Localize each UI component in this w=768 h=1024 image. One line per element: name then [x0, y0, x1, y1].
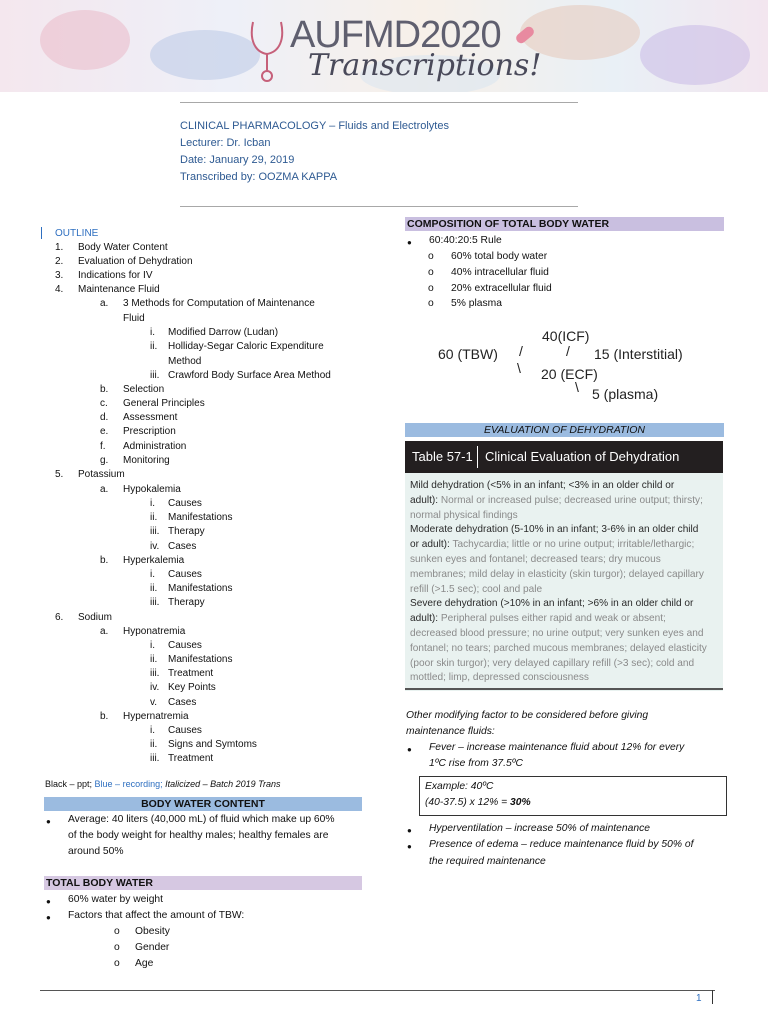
outline-item: Body Water Content — [78, 242, 168, 253]
outline-item: Causes — [168, 569, 202, 580]
table-title: Clinical Evaluation of Dehydration — [485, 449, 680, 464]
outline-item: Indications for IV — [78, 270, 153, 281]
course-title: CLINICAL PHARMACOLOGY – Fluids and Electrolytes — [180, 120, 449, 132]
outline-item: Therapy — [168, 526, 205, 537]
outline-item: Cases — [168, 697, 197, 708]
hyperventilation-line: Hyperventilation – increase 50% of maintenance — [429, 823, 650, 834]
legend-blue: Blue – recording; — [94, 779, 163, 789]
diagram-ecf: 20 (ECF) — [541, 366, 598, 382]
outline-item-marker: ii. — [150, 341, 158, 352]
outline-item-marker: ii. — [150, 512, 158, 523]
dehydration-table — [405, 441, 723, 691]
table-bottom-rule — [405, 688, 723, 690]
bullet-icon: ● — [407, 238, 412, 247]
circle-bullet-icon: o — [428, 298, 434, 309]
outline-item-marker: 4. — [55, 284, 64, 295]
stethoscope-icon — [245, 18, 289, 84]
modifying-intro-2: maintenance fluids: — [406, 726, 495, 737]
outline-item: Key Points — [168, 682, 216, 693]
diagram-plasma: 5 (plasma) — [592, 386, 659, 402]
table-body — [410, 479, 720, 686]
outline-item: Hyponatremia — [123, 626, 186, 637]
outline-item-marker: d. — [100, 412, 109, 423]
outline-item-marker: a. — [100, 484, 109, 495]
outline-item-marker: a. — [100, 626, 109, 637]
outline-item-marker: i. — [150, 327, 155, 338]
outline-item-marker: c. — [100, 398, 108, 409]
modifying-intro-1: Other modifying factor to be considered before giving — [406, 710, 649, 721]
circle-bullet-icon: o — [114, 958, 120, 969]
outline-item: Signs and Symtoms — [168, 739, 257, 750]
table-row-text: sunken eyes and fontanel; decreased tears; dry mucous — [410, 553, 661, 565]
outline-item-marker: i. — [150, 498, 155, 509]
table-row-text: (poor skin turgor); very delayed capillary refill (>3 sec); cold and — [410, 657, 695, 669]
outline-item-marker: iii. — [150, 668, 160, 679]
diagram-tbw: 60 (TBW) — [438, 346, 498, 362]
table-row-text: adult): Peripheral pulses either rapid and weak or absent; — [410, 613, 666, 625]
outline-item: Treatment — [168, 753, 214, 764]
outline-item: Hyperkalemia — [123, 555, 185, 566]
outline-item-marker: i. — [150, 640, 155, 651]
outline-item-marker: f. — [100, 441, 106, 452]
table-row-text: decreased blood pressure; no urine output; very sunken eyes and — [410, 627, 704, 639]
outline-item: Method — [168, 356, 202, 367]
body-water-line-3: around 50% — [68, 846, 124, 857]
outline-item: Assessment — [123, 412, 178, 423]
composition-item: 60% total body water — [451, 251, 548, 262]
diagram-backslash: \ — [517, 360, 521, 376]
outline-item-marker: 1. — [55, 242, 64, 253]
divider — [180, 206, 578, 207]
bullet-icon: ● — [407, 826, 412, 835]
cursor-mark — [41, 227, 42, 239]
outline-item: Holliday-Segar Caloric Expenditure — [168, 341, 324, 352]
outline-item-marker: ii. — [150, 654, 158, 665]
table-row-text: mottled; limp, depressed consciousness — [410, 672, 589, 684]
bullet-icon: ● — [407, 842, 412, 851]
table-number: Table 57-1 — [412, 449, 473, 464]
outline-item: Crawford Body Surface Area Method — [168, 370, 331, 381]
tbw-factor: Age — [135, 958, 154, 969]
outline-item: Causes — [168, 640, 202, 651]
outline-item: Cases — [168, 541, 197, 552]
diagram-slash: / — [519, 343, 523, 359]
tbw-bullet-1: 60% water by weight — [68, 894, 164, 905]
outline-item: 3 Methods for Computation of Maintenance — [123, 298, 315, 309]
table-header — [405, 441, 723, 473]
section-heading-evaluation: EVALUATION OF DEHYDRATION — [405, 423, 724, 437]
example-line-1: Example: 40ºC — [425, 781, 494, 792]
legend-italic: Italicized – Batch 2019 Trans — [165, 779, 281, 789]
outline-item: Prescription — [123, 426, 176, 437]
section-heading-composition: COMPOSITION OF TOTAL BODY WATER — [405, 217, 724, 231]
edema-line-2: the required maintenance — [429, 856, 546, 867]
table-row-heading: Mild dehydration (<5% in an infant; <3% in an older child or — [410, 480, 675, 491]
table-row-text: membranes; mild delay in elasticity (skin turgor); delayed capillary — [410, 568, 704, 580]
outline-item: Manifestations — [168, 512, 233, 523]
outline-item-marker: iv. — [150, 682, 160, 693]
outline-item: Maintenance Fluid — [78, 284, 160, 295]
fever-line-1: Fever – increase maintenance fluid about 12% for every — [429, 742, 685, 753]
outline-item: Causes — [168, 725, 202, 736]
header-banner — [0, 0, 768, 92]
composition-item: 20% extracellular fluid — [451, 283, 552, 294]
composition-item: 40% intracellular fluid — [451, 267, 549, 278]
outline-heading: OUTLINE — [55, 228, 99, 239]
watercolor-blob — [150, 30, 260, 80]
section-heading-body-water-content: BODY WATER CONTENT — [44, 797, 362, 811]
diagram-backslash: \ — [575, 379, 579, 395]
tbw-factor: Gender — [135, 942, 170, 953]
bullet-icon: ● — [46, 897, 51, 906]
outline-item: Sodium — [78, 612, 112, 623]
outline-item-marker: iii. — [150, 370, 160, 381]
outline-item: Modified Darrow (Ludan) — [168, 327, 279, 338]
pill-icon — [512, 22, 538, 48]
outline-item-marker: b. — [100, 711, 109, 722]
bullet-icon: ● — [46, 817, 51, 826]
outline-item-marker: v. — [150, 697, 158, 708]
outline-item-marker: iv. — [150, 541, 160, 552]
outline-item-marker: iii. — [150, 753, 160, 764]
circle-bullet-icon: o — [428, 251, 434, 262]
legend-black: Black – ppt; — [45, 779, 93, 789]
fever-line-2: 1ºC rise from 37.5ºC — [429, 758, 523, 769]
outline-item: Therapy — [168, 597, 205, 608]
circle-bullet-icon: o — [114, 942, 120, 953]
outline-item-marker: i. — [150, 569, 155, 580]
outline-item-marker: ii. — [150, 739, 158, 750]
outline-item: Potassium — [78, 469, 125, 480]
body-water-line-1: Average: 40 liters (40,000 mL) of fluid which make up 60% — [68, 814, 335, 825]
circle-bullet-icon: o — [428, 267, 434, 278]
outline-item: General Principles — [123, 398, 205, 409]
outline-item-marker: iii. — [150, 526, 160, 537]
bullet-icon: ● — [407, 745, 412, 754]
watercolor-blob — [40, 10, 130, 70]
lecturer: Lecturer: Dr. Icban — [180, 137, 271, 149]
table-row-text: or adult): Tachycardia; little or no urine output; irritable/lethargic; — [410, 539, 695, 551]
example-result: 30% — [510, 797, 531, 808]
table-row-text: normal physical findings — [410, 509, 518, 521]
tbw-factor: Obesity — [135, 926, 170, 937]
example-line-2: (40-37.5) x 12% = 30% — [425, 797, 531, 808]
outline-item: Evaluation of Dehydration — [78, 256, 193, 267]
outline-item: Administration — [123, 441, 187, 452]
table-row-text: adult): Normal or increased pulse; decreased urine output; thirsty; — [410, 494, 703, 506]
color-legend — [45, 779, 281, 789]
footer-tick — [712, 990, 713, 1004]
tbw-bullet-2: Factors that affect the amount of TBW: — [68, 910, 245, 921]
table-row-heading: Moderate dehydration (5-10% in an infant; 3-6% in an older child — [410, 524, 699, 536]
watercolor-blob — [640, 25, 750, 85]
outline-item-marker: b. — [100, 384, 109, 395]
outline-item-marker: g. — [100, 455, 109, 466]
table-row-text: refill (>1.5 sec); cool and pale — [410, 583, 543, 595]
circle-bullet-icon: o — [114, 926, 120, 937]
outline-item: Hypokalemia — [123, 484, 181, 495]
composition-item: 5% plasma — [451, 298, 502, 309]
transcriber: Transcribed by: OOZMA KAPPA — [180, 171, 338, 183]
diagram-icf: 40(ICF) — [542, 328, 590, 344]
table-row-heading: Severe dehydration (>10% in an infant; >6% in an older child or — [410, 598, 694, 610]
circle-bullet-icon: o — [428, 283, 434, 294]
outline-item: Treatment — [168, 668, 214, 679]
outline-item-marker: iii. — [150, 597, 160, 608]
banner-title: AUFMD2020 — [290, 14, 501, 56]
divider — [180, 102, 578, 103]
outline-item: Fluid — [123, 313, 145, 324]
outline-item-marker: 3. — [55, 270, 64, 281]
outline-item-marker: 6. — [55, 612, 64, 623]
bullet-icon: ● — [46, 913, 51, 922]
outline-item: Monitoring — [123, 455, 170, 466]
outline-item-marker: a. — [100, 298, 109, 309]
footer-rule — [40, 990, 715, 991]
composition-rule: 60:40:20:5 Rule — [429, 235, 502, 246]
lecture-date: Date: January 29, 2019 — [180, 154, 295, 166]
outline-item-marker: 5. — [55, 469, 64, 480]
section-heading-total-body-water: TOTAL BODY WATER — [44, 876, 362, 890]
outline-item-marker: 2. — [55, 256, 64, 267]
outline-item: Manifestations — [168, 583, 233, 594]
diagram-slash: / — [566, 343, 570, 359]
outline-item: Hypernatremia — [123, 711, 189, 722]
outline-item-marker: b. — [100, 555, 109, 566]
outline-item: Causes — [168, 498, 202, 509]
table-header-divider — [477, 446, 478, 468]
page-number: 1 — [696, 993, 702, 1004]
outline-item-marker: e. — [100, 426, 109, 437]
table-row-text: fontanel; no tears; parched mucous membranes; delayed elasticity — [410, 642, 707, 654]
diagram-interstitial: 15 (Interstitial) — [594, 346, 683, 362]
edema-line-1: Presence of edema – reduce maintenance fluid by 50% of — [429, 839, 694, 850]
outline-item-marker: i. — [150, 725, 155, 736]
body-water-line-2: of the body weight for healthy males; healthy females are — [68, 830, 329, 841]
outline-item: Selection — [123, 384, 165, 395]
banner-subtitle: Transcriptions! — [308, 48, 542, 83]
outline-item-marker: ii. — [150, 583, 158, 594]
outline-item: Manifestations — [168, 654, 233, 665]
